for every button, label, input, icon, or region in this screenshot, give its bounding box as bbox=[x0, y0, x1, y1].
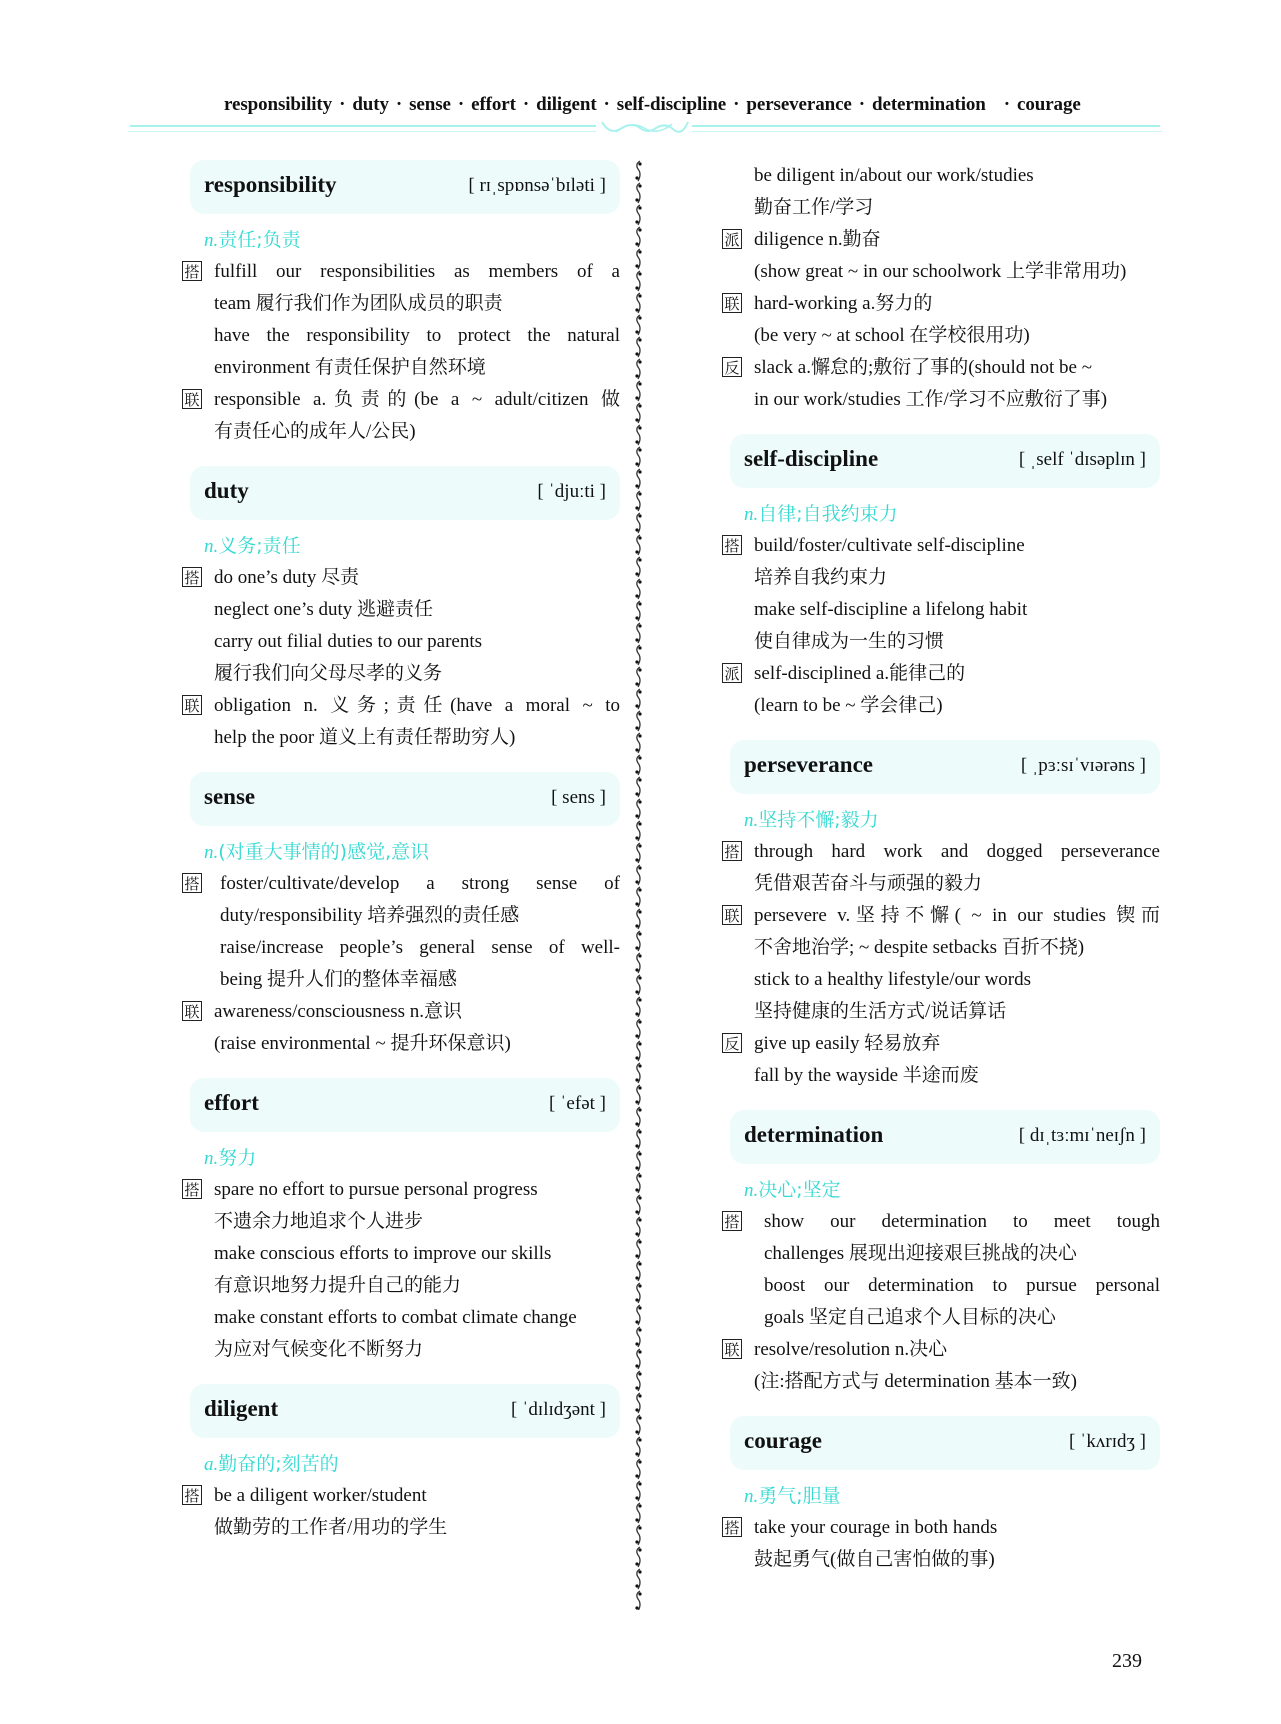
collocations-block bbox=[730, 160, 1160, 224]
part-of-speech: n. bbox=[204, 1148, 219, 1169]
meaning: 决心;坚定 bbox=[758, 1179, 841, 1201]
collocation-line: raise/increase people’s general sense of well- bbox=[220, 937, 620, 958]
headword-box bbox=[730, 1110, 1160, 1164]
collocation-tag-icon: 搭 bbox=[722, 1211, 742, 1231]
left-column bbox=[184, 160, 620, 1544]
sense-definition bbox=[730, 1174, 1160, 1206]
entry-determination bbox=[724, 1110, 1160, 1398]
headword-box bbox=[730, 434, 1160, 488]
collocation-tag-icon: 搭 bbox=[722, 1517, 742, 1537]
collocation-tag-icon: 搭 bbox=[182, 567, 202, 587]
collocation-line: be a diligent worker/student bbox=[214, 1485, 427, 1506]
collocations-block bbox=[724, 530, 1160, 658]
meaning: 自律;自我约束力 bbox=[758, 503, 898, 525]
entry-courage bbox=[724, 1416, 1160, 1576]
collocations-block bbox=[184, 1174, 620, 1366]
phonetic: [ ˈdɪlɪdʒənt ] bbox=[511, 1399, 606, 1420]
part-of-speech: n. bbox=[744, 504, 759, 525]
antonym-block bbox=[724, 1028, 1160, 1092]
headword-box bbox=[190, 1078, 620, 1132]
derived-line: (show great ~ in our schoolwork 上学非常用功) bbox=[754, 261, 1127, 282]
related-block bbox=[724, 900, 1160, 1028]
headword: responsibility bbox=[204, 172, 337, 197]
spacer bbox=[730, 1398, 1160, 1416]
running-head-word: determination bbox=[872, 94, 986, 115]
antonym-tag-icon: 反 bbox=[722, 1033, 742, 1053]
sense-definition bbox=[190, 1448, 620, 1480]
sense-definition bbox=[730, 804, 1160, 836]
related-line: resolve/resolution n.决心 bbox=[754, 1339, 948, 1360]
derived-line: self-disciplined a.能律己的 bbox=[754, 663, 966, 684]
derived-block bbox=[724, 658, 1160, 722]
collocation-line: duty/responsibility 培养强烈的责任感 bbox=[220, 905, 520, 926]
running-head-words bbox=[224, 94, 1144, 116]
entry-duty bbox=[184, 466, 620, 754]
related-tag-icon: 联 bbox=[182, 389, 202, 409]
collocation-line: 为应对气候变化不断努力 bbox=[214, 1339, 424, 1360]
part-of-speech: n. bbox=[744, 810, 759, 831]
headword: diligent bbox=[204, 1396, 279, 1421]
collocation-line: show our determination to meet tough bbox=[764, 1211, 1160, 1232]
related-line: (raise environmental ~ 提升环保意识) bbox=[214, 1033, 511, 1054]
collocation-line: challenges 展现出迎接艰巨挑战的决心 bbox=[764, 1243, 1077, 1264]
spacer bbox=[730, 416, 1160, 434]
running-head-word: self-discipline bbox=[616, 94, 727, 115]
collocation-line: being 提升人们的整体幸福感 bbox=[220, 969, 457, 990]
collocations-block bbox=[184, 256, 620, 384]
headword-box bbox=[190, 772, 620, 826]
headword-box bbox=[190, 160, 620, 214]
collocation-line: make constant efforts to combat climate change bbox=[214, 1307, 577, 1328]
headword: perseverance bbox=[744, 752, 873, 777]
sense-definition bbox=[730, 1480, 1160, 1512]
collocation-line: foster/cultivate/develop a strong sense of bbox=[220, 873, 620, 894]
collocation-line: make conscious efforts to improve our skills bbox=[214, 1243, 552, 1264]
separator: · bbox=[1003, 94, 1011, 115]
headword: courage bbox=[744, 1428, 822, 1453]
related-line: (be very ~ at school 在学校很用功) bbox=[754, 325, 1030, 346]
entry-perseverance bbox=[724, 740, 1160, 1092]
entry-responsibility bbox=[184, 160, 620, 448]
page-number: 239 bbox=[1112, 1650, 1142, 1672]
derived-tag-icon: 派 bbox=[722, 663, 742, 683]
related-line: hard-working a.努力的 bbox=[754, 293, 933, 314]
related-line: awareness/consciousness n.意识 bbox=[214, 1001, 463, 1022]
collocations-block bbox=[724, 1206, 1160, 1334]
antonym-line: give up easily 轻易放弃 bbox=[754, 1033, 941, 1054]
part-of-speech: n. bbox=[744, 1180, 759, 1201]
spacer bbox=[730, 1092, 1160, 1110]
spacer bbox=[190, 1060, 620, 1078]
related-tag-icon: 联 bbox=[722, 905, 742, 925]
headword: sense bbox=[204, 784, 256, 809]
phonetic: [ ˌself ˈdɪsəplɪn ] bbox=[1018, 449, 1146, 470]
part-of-speech: n. bbox=[744, 1486, 759, 1507]
spacer bbox=[190, 1366, 620, 1384]
related-block bbox=[724, 1334, 1160, 1398]
related-block bbox=[184, 996, 620, 1060]
meaning: (对重大事情的)感觉,意识 bbox=[218, 841, 430, 863]
collocation-line: 履行我们向父母尽孝的义务 bbox=[214, 663, 443, 684]
collocation-line: fulfill our responsibilities as members of a bbox=[214, 261, 620, 282]
related-line: obligation n. 义务;责任(have a moral ~ to bbox=[214, 695, 620, 716]
derived-block bbox=[724, 224, 1160, 288]
collocation-line: make self-discipline a lifelong habit bbox=[754, 599, 1028, 620]
spacer bbox=[190, 448, 620, 466]
running-head-word: responsibility bbox=[224, 94, 333, 115]
meaning: 责任;负责 bbox=[218, 229, 301, 251]
collocation-line: 有意识地努力提升自己的能力 bbox=[214, 1275, 462, 1296]
antonym-line: fall by the wayside 半途而废 bbox=[754, 1065, 979, 1086]
collocation-tag-icon: 搭 bbox=[722, 841, 742, 861]
separator: · bbox=[457, 94, 465, 115]
derived-line: diligence n.勤奋 bbox=[754, 229, 881, 250]
headword-box bbox=[730, 1416, 1160, 1470]
collocation-line: take your courage in both hands bbox=[754, 1517, 998, 1538]
separator: · bbox=[603, 94, 610, 115]
collocation-line: neglect one’s duty 逃避责任 bbox=[214, 599, 433, 620]
related-line: help the poor 道义上有责任帮助穷人) bbox=[214, 727, 516, 748]
collocation-line: 勤奋工作/学习 bbox=[754, 197, 874, 218]
sense-definition bbox=[730, 498, 1160, 530]
related-line: 有责任心的成年人/公民) bbox=[214, 421, 416, 442]
entry-sense bbox=[184, 772, 620, 1060]
related-block bbox=[724, 288, 1160, 352]
related-line: stick to a healthy lifestyle/our words bbox=[754, 969, 1032, 990]
entry-effort bbox=[184, 1078, 620, 1366]
phonetic: [ ˈefət ] bbox=[549, 1093, 606, 1114]
collocation-line: have the responsibility to protect the natural bbox=[214, 325, 620, 346]
collocation-line: 凭借艰苦奋斗与顽强的毅力 bbox=[754, 873, 983, 894]
headword: effort bbox=[204, 1090, 259, 1115]
note-line: (注:搭配方式与 determination 基本一致) bbox=[754, 1371, 1077, 1392]
collocations-block bbox=[184, 868, 620, 996]
running-head-word: perseverance bbox=[746, 94, 852, 115]
related-tag-icon: 联 bbox=[722, 293, 742, 313]
part-of-speech: a. bbox=[204, 1454, 219, 1475]
entry-diligent-continued bbox=[724, 160, 1160, 416]
related-line: persevere v.坚持不懈( ~ in our studies 锲而 bbox=[754, 905, 1160, 926]
collocation-line: 培养自我约束力 bbox=[754, 567, 888, 588]
derived-line: (learn to be ~ 学会律己) bbox=[754, 695, 943, 716]
related-tag-icon: 联 bbox=[722, 1339, 742, 1359]
collocation-line: goals 坚定自己追求个人目标的决心 bbox=[764, 1307, 1056, 1328]
phonetic: [ sens ] bbox=[551, 787, 606, 808]
related-tag-icon: 联 bbox=[182, 1001, 202, 1021]
collocation-line: 做勤劳的工作者/用功的学生 bbox=[214, 1517, 448, 1538]
related-tag-icon: 联 bbox=[182, 695, 202, 715]
collocation-tag-icon: 搭 bbox=[182, 261, 202, 281]
phonetic: [ ˈdjuːti ] bbox=[537, 481, 606, 502]
meaning: 坚持不懈;毅力 bbox=[758, 809, 879, 831]
related-line: 坚持健康的生活方式/说话算话 bbox=[754, 1001, 1007, 1022]
spacer bbox=[190, 754, 620, 772]
headword: self-discipline bbox=[744, 446, 879, 471]
separator: · bbox=[733, 94, 740, 115]
collocations-block bbox=[184, 1480, 620, 1544]
phonetic: [ ˌpɜːsɪˈvɪərəns ] bbox=[1020, 755, 1146, 776]
related-block bbox=[184, 690, 620, 754]
collocation-line: boost our determination to pursue personal bbox=[764, 1275, 1160, 1296]
antonym-line: slack a.懈怠的;敷衍了事的(should not be ~ bbox=[754, 357, 1092, 378]
sense-definition bbox=[190, 836, 620, 868]
collocations-block bbox=[724, 1512, 1160, 1576]
running-head-word: diligent bbox=[536, 94, 597, 115]
collocation-line: carry out filial duties to our parents bbox=[214, 631, 483, 652]
derived-tag-icon: 派 bbox=[722, 229, 742, 249]
collocation-line: build/foster/cultivate self-discipline bbox=[754, 535, 1025, 556]
related-line: 不舍地治学; ~ despite setbacks 百折不挠) bbox=[754, 937, 1085, 958]
related-block bbox=[184, 384, 620, 448]
column-divider-icon bbox=[633, 160, 645, 1610]
part-of-speech: n. bbox=[204, 842, 219, 863]
running-head-word: sense bbox=[409, 94, 451, 115]
collocation-line: 使自律成为一生的习惯 bbox=[754, 631, 945, 652]
right-column bbox=[724, 160, 1160, 1576]
related-line: responsible a.负责的(be a ~ adult/citizen 做 bbox=[214, 389, 620, 410]
collocation-tag-icon: 搭 bbox=[182, 1179, 202, 1199]
wave-ornament-icon bbox=[596, 120, 692, 136]
collocations-block bbox=[724, 836, 1160, 900]
separator: · bbox=[339, 94, 346, 115]
headword-box bbox=[730, 740, 1160, 794]
collocation-line: spare no effort to pursue personal progress bbox=[214, 1179, 538, 1200]
collocation-line: do one’s duty 尽责 bbox=[214, 567, 360, 588]
collocation-line: team 履行我们作为团队成员的职责 bbox=[214, 293, 503, 314]
collocation-line: be diligent in/about our work/studies bbox=[754, 165, 1034, 186]
separator: · bbox=[858, 94, 866, 115]
collocation-tag-icon: 搭 bbox=[182, 1485, 202, 1505]
collocation-tag-icon: 搭 bbox=[722, 535, 742, 555]
collocation-line: environment 有责任保护自然环境 bbox=[214, 357, 486, 378]
meaning: 努力 bbox=[218, 1147, 257, 1169]
part-of-speech: n. bbox=[204, 230, 219, 251]
separator: · bbox=[395, 94, 403, 115]
collocation-tag-icon: 搭 bbox=[182, 873, 202, 893]
antonym-tag-icon: 反 bbox=[722, 357, 742, 377]
headword-box bbox=[190, 1384, 620, 1438]
running-head-word: effort bbox=[471, 94, 516, 115]
phonetic: [ rɪˌspɒnsəˈbɪləti ] bbox=[468, 175, 606, 196]
headword: determination bbox=[744, 1122, 884, 1147]
running-head-word: duty bbox=[352, 94, 389, 115]
meaning: 义务;责任 bbox=[218, 535, 301, 557]
sense-definition bbox=[190, 224, 620, 256]
collocation-line: 鼓起勇气(做自己害怕做的事) bbox=[754, 1549, 995, 1570]
entry-diligent bbox=[184, 1384, 620, 1544]
antonym-line: in our work/studies 工作/学习不应敷衍了事) bbox=[754, 389, 1108, 410]
spacer bbox=[730, 722, 1160, 740]
meaning: 勤奋的;刻苦的 bbox=[218, 1453, 339, 1475]
phonetic: [ dɪˌtɜːmɪˈneɪʃn ] bbox=[1018, 1125, 1146, 1146]
headword: duty bbox=[204, 478, 249, 503]
meaning: 勇气;胆量 bbox=[758, 1485, 841, 1507]
phonetic: [ ˈkʌrɪdʒ ] bbox=[1068, 1431, 1146, 1452]
collocations-block bbox=[184, 562, 620, 690]
sense-definition bbox=[190, 1142, 620, 1174]
collocation-line: through hard work and dogged perseverance bbox=[754, 841, 1160, 862]
entry-self-discipline bbox=[724, 434, 1160, 722]
headword-box bbox=[190, 466, 620, 520]
separator: · bbox=[522, 94, 530, 115]
running-head-word: courage bbox=[1017, 94, 1081, 115]
part-of-speech: n. bbox=[204, 536, 219, 557]
collocation-line: 不遗余力地追求个人进步 bbox=[214, 1211, 424, 1232]
antonym-block bbox=[724, 352, 1160, 416]
sense-definition bbox=[190, 530, 620, 562]
